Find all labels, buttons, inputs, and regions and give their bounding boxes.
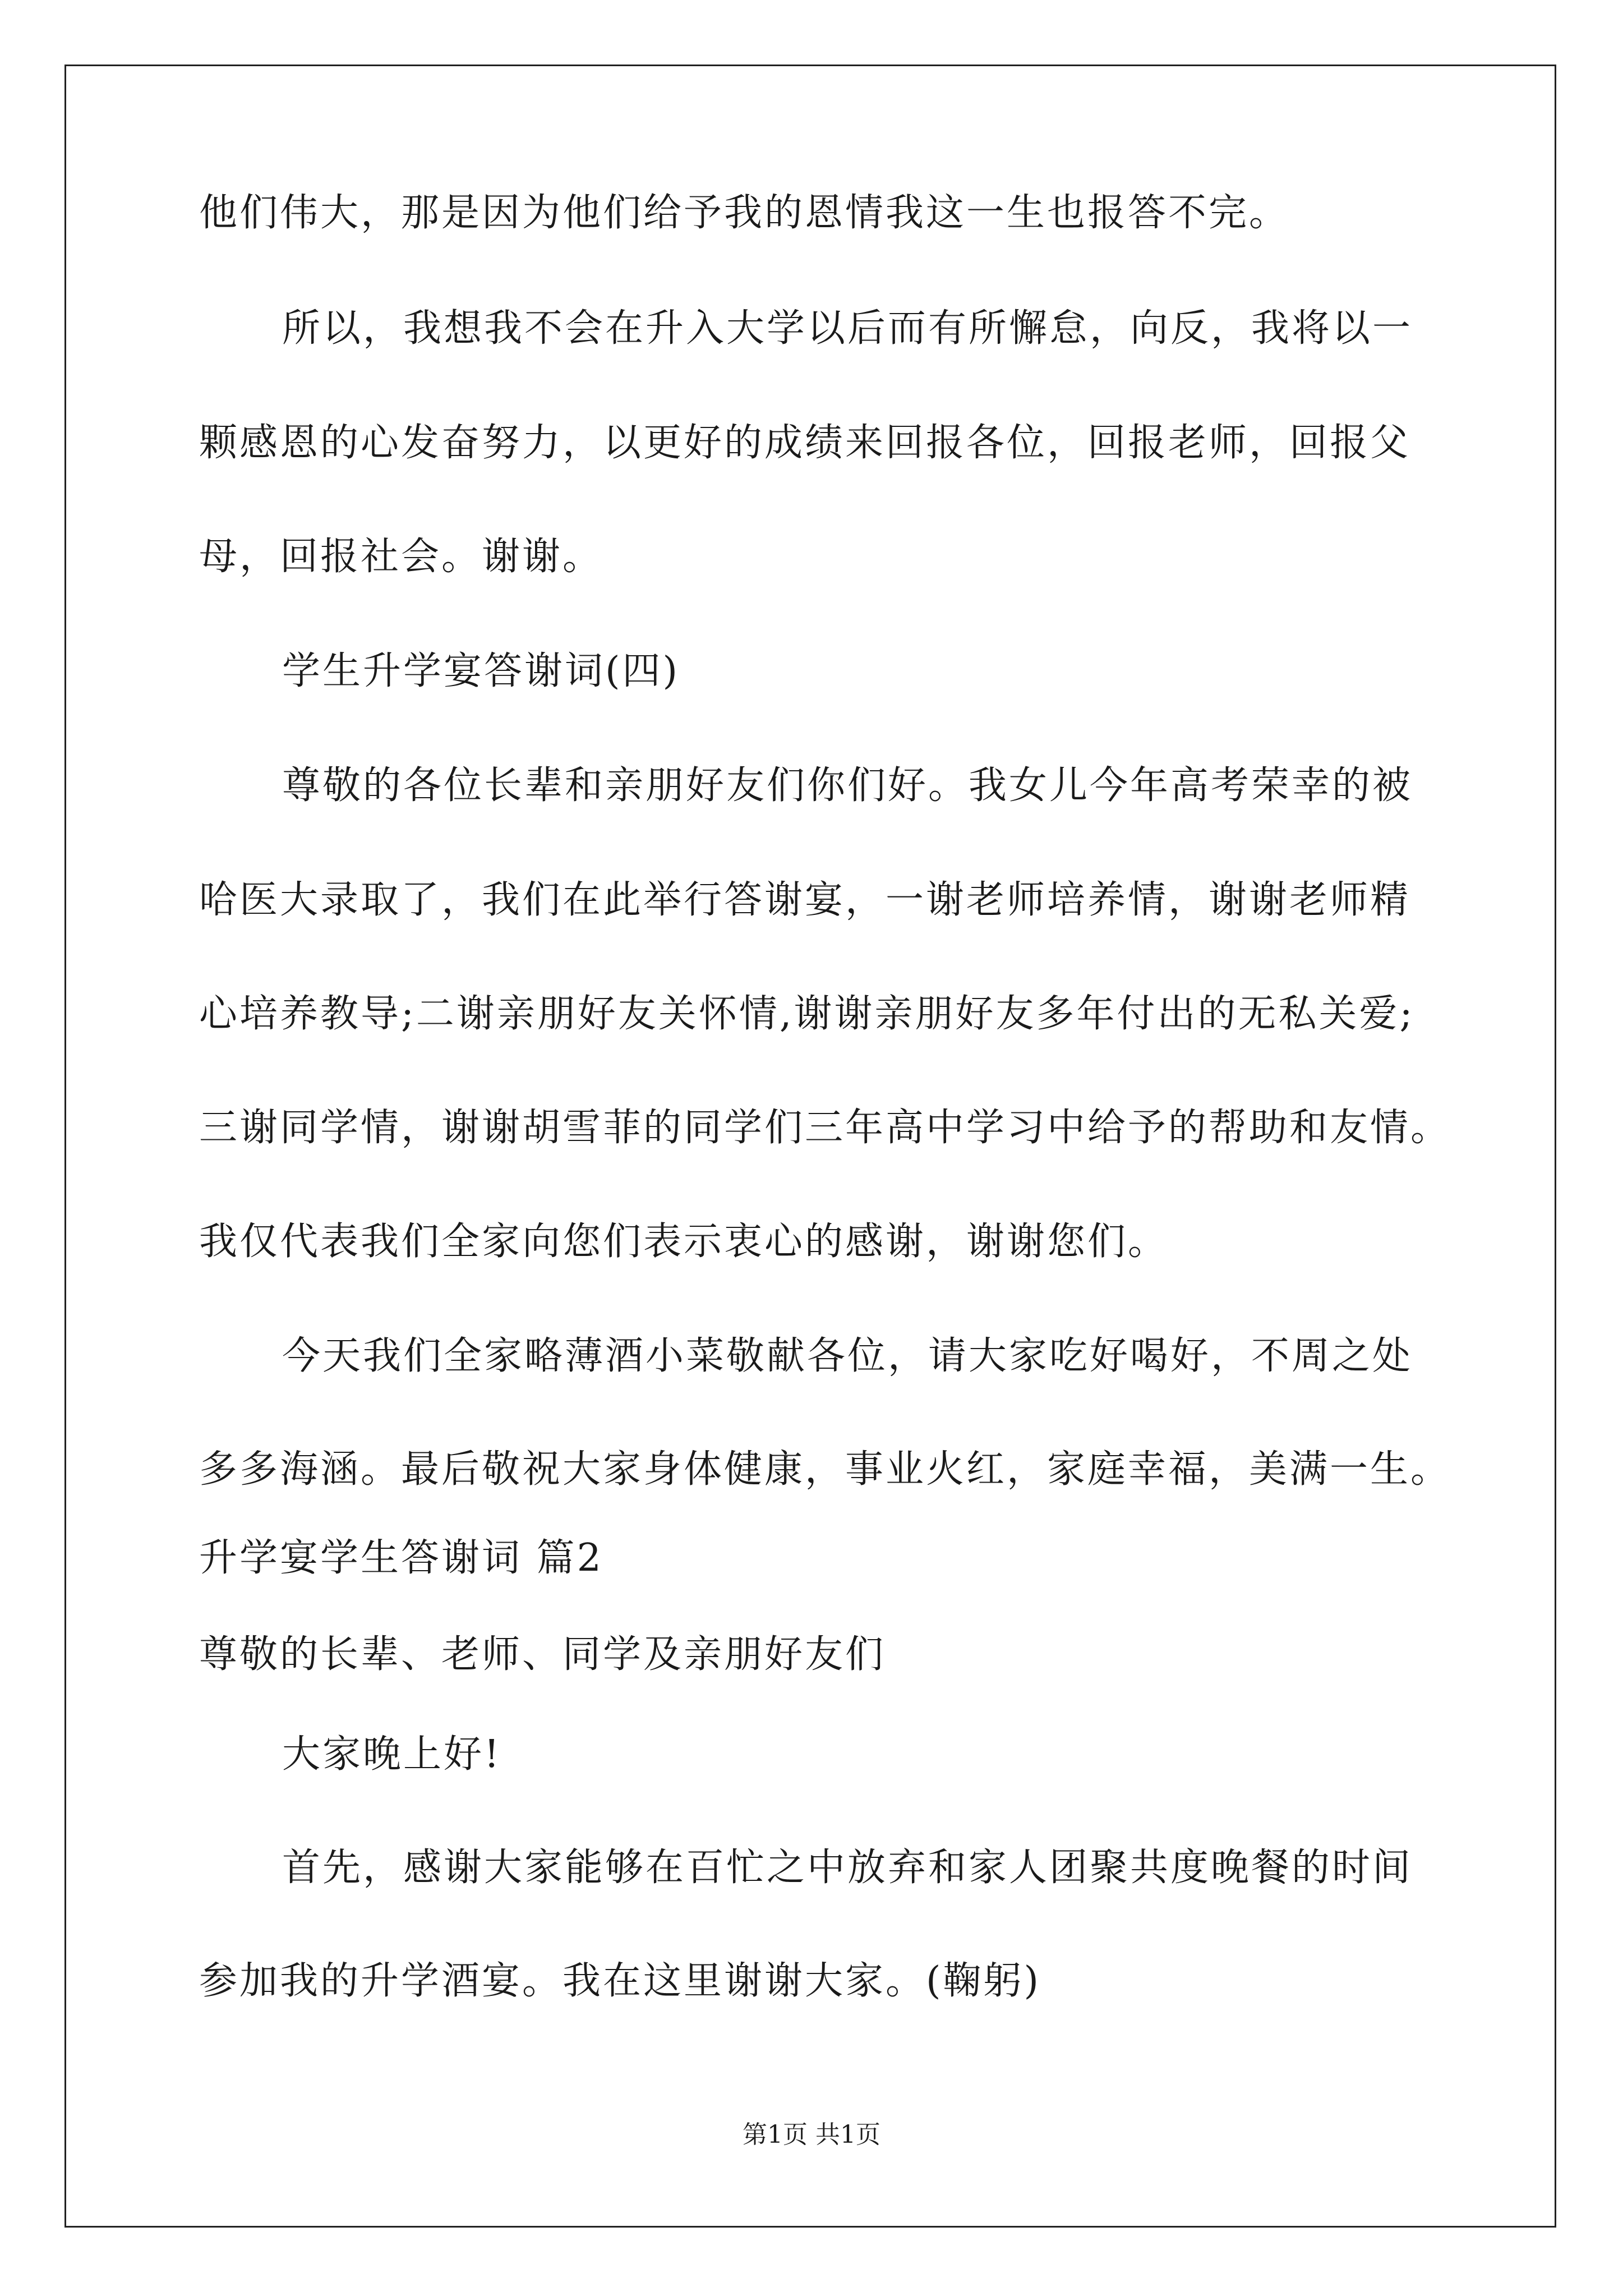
section-heading: 升学宴学生答谢词 篇2: [199, 1536, 603, 1580]
text-line: 他们伟大，那是因为他们给予我的恩情我这一生也报答不完。: [199, 191, 1290, 235]
text-line: 哈医大录取了，我们在此举行答谢宴，一谢老师培养情，谢谢老师精: [199, 878, 1411, 922]
page-footer: 第1页 共1页: [743, 2120, 880, 2149]
text-line: 首先，感谢大家能够在百忙之中放弃和家人团聚共度晚餐的时间: [282, 1846, 1413, 1890]
text-line: 我仅代表我们全家向您们表示衷心的感谢，谢谢您们。: [199, 1220, 1169, 1264]
text-line: 多多海涵。最后敬祝大家身体健康，事业火红，家庭幸福，美满一生。: [199, 1447, 1451, 1492]
salutation: 尊敬的长辈、老师、同学及亲朋好友们: [199, 1632, 886, 1677]
section-heading: 学生升学宴答谢词(四): [282, 649, 680, 693]
text-line: 三谢同学情，谢谢胡雪菲的同学们三年高中学习中给予的帮助和友情。: [199, 1106, 1451, 1150]
text-line: 今天我们全家略薄酒小菜敬献各位，请大家吃好喝好，不周之处: [282, 1334, 1413, 1378]
text-line: 心培养教导;二谢亲朋好友关怀情,谢谢亲朋好友多年付出的无私关爱;: [199, 992, 1415, 1036]
text-line: 颗感恩的心发奋努力，以更好的成绩来回报各位，回报老师，回报父: [199, 421, 1411, 465]
text-line: 所以，我想我不会在升入大学以后而有所懈怠，向反，我将以一: [282, 306, 1413, 351]
text-line: 母，回报社会。谢谢。: [199, 535, 603, 579]
text-line: 尊敬的各位长辈和亲朋好友们你们好。我女儿今年高考荣幸的被: [282, 763, 1413, 808]
text-line: 参加我的升学酒宴。我在这里谢谢大家。(鞠躬): [199, 1959, 1041, 2003]
greeting: 大家晚上好!: [282, 1732, 502, 1777]
